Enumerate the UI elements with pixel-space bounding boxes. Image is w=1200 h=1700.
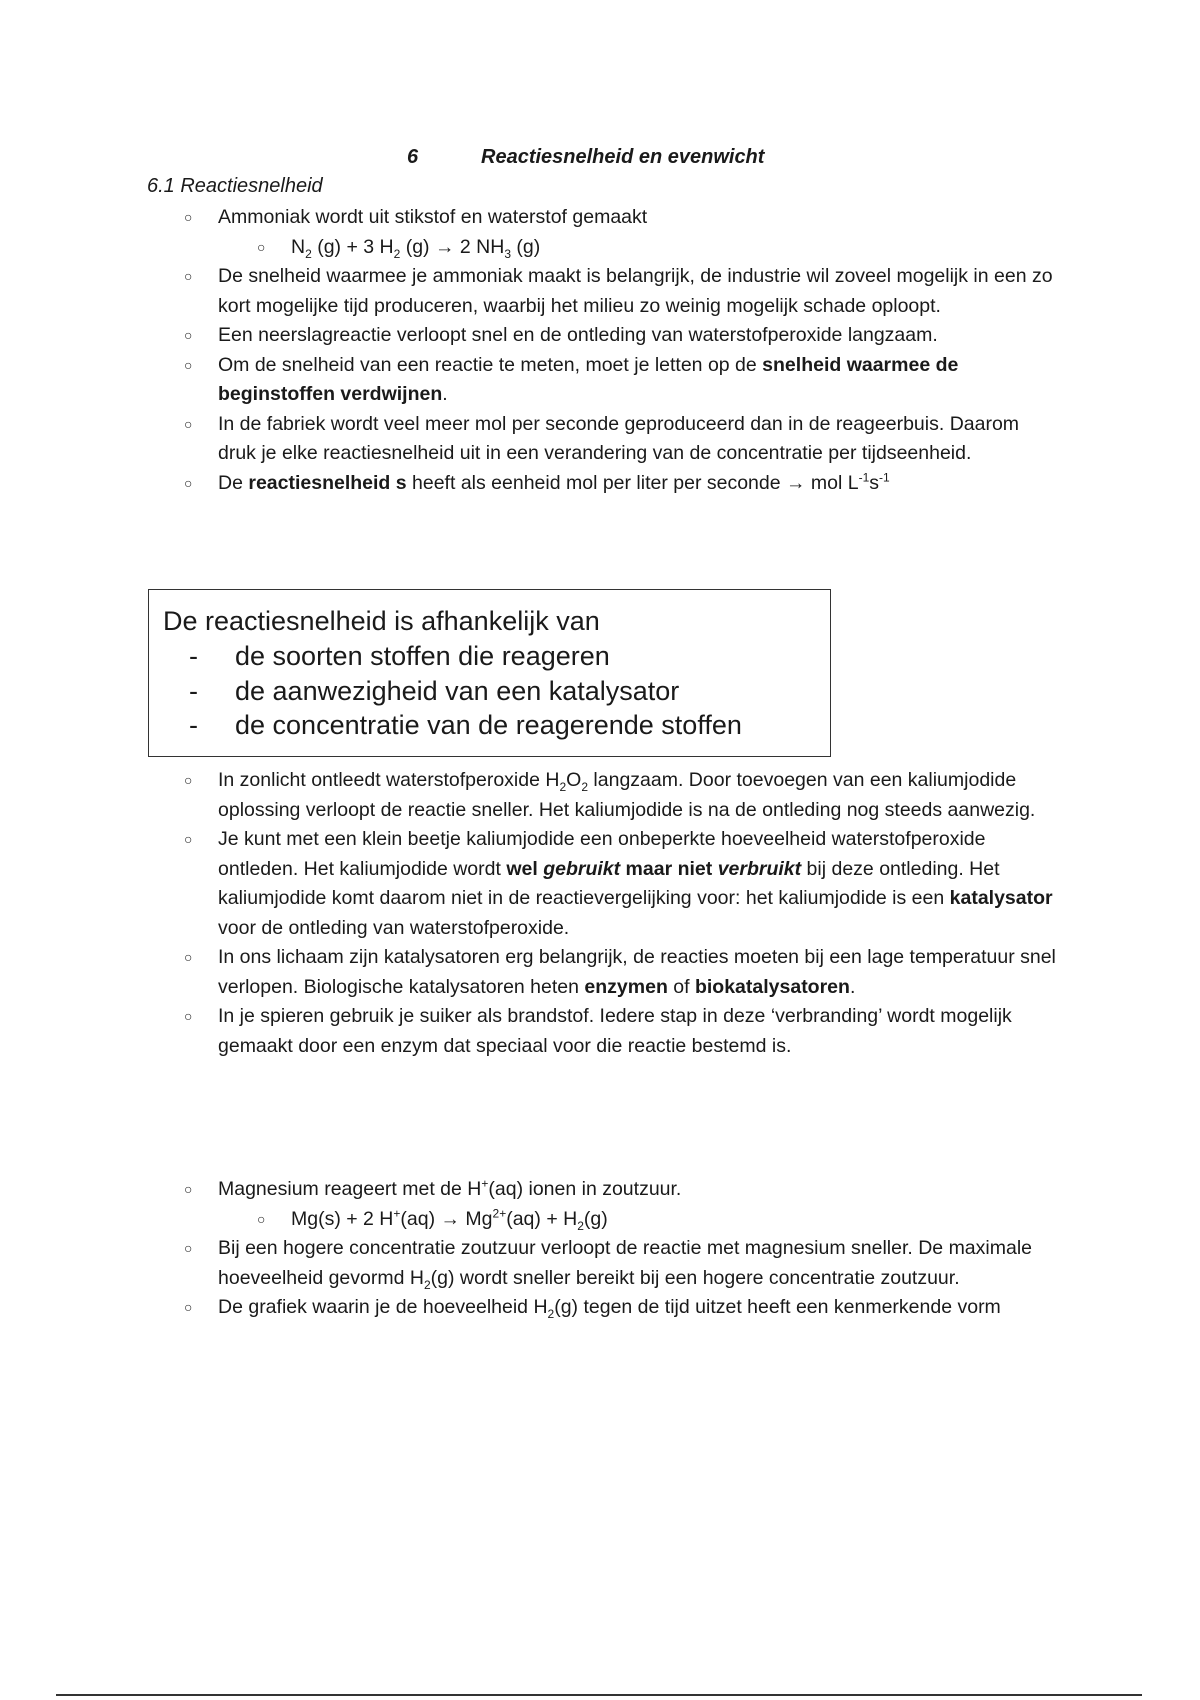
eq-text: Mg(s) + 2 H	[291, 1207, 394, 1230]
list-item-text: Om de snelheid van een reactie te meten, moet je letten op de	[218, 353, 763, 376]
unit-superscript: -1	[879, 470, 890, 484]
formula-sub: 2	[559, 779, 567, 794]
eq-sub: 2	[393, 246, 401, 261]
list-item	[0, 1234, 1200, 1293]
list-item-text: (aq) ionen in zoutzuur.	[488, 1178, 682, 1200]
list-item-text: Je kunt met een klein beetje kaliumjodide een onbeperkte hoeveelheid waterstofperoxide ontleden. Het kaliumjodide wordt	[218, 828, 986, 880]
list-item	[0, 1175, 1200, 1205]
bold-term: reactiesnelheid s	[248, 471, 407, 494]
bullet-icon: ○	[257, 1210, 266, 1227]
bullet-icon: ○	[184, 772, 193, 788]
equation-magnesium	[0, 1205, 1200, 1235]
section-heading: 6.1 Reactiesnelheid	[147, 175, 323, 197]
list-item-text: In je spieren gebruik je suiker als brandstof. Iedere stap in deze ‘verbranding’ wordt mogelijk gemaakt door een enzym dat speciaal voor die reactie bestemd is.	[218, 1005, 1012, 1057]
eq-text: (aq) + H	[506, 1207, 578, 1230]
unit-superscript: -1	[858, 470, 870, 484]
factors-box	[148, 589, 831, 757]
list-item	[0, 321, 1200, 351]
bullet-icon: ○	[184, 1181, 193, 1197]
list-item-text: O	[566, 769, 582, 791]
list-item	[0, 351, 1200, 410]
bold-term: biokatalysatoren	[694, 975, 850, 998]
footer-rule	[56, 1694, 1142, 1696]
factors-box-item-text: de aanwezigheid van een katalysator	[235, 676, 680, 706]
factors-box-heading: De reactiesnelheid is afhankelijk van	[163, 606, 600, 636]
bullet-list-catalysts	[0, 766, 1200, 1061]
dash-icon: -	[189, 676, 198, 706]
charge-superscript: +	[393, 1206, 401, 1220]
list-item-text: Bij een hogere concentratie zoutzuur verloopt de reactie met magnesium sneller. De maximale hoeveelheid gevormd H	[218, 1237, 1033, 1289]
list-item-text: In de fabriek wordt veel meer mol per seconde geproduceerd dan in de reageerbuis. Daarom druk je elke reactiesnelheid uit in een verandering van de concentratie per tijdseenheid.	[218, 412, 1020, 464]
list-item	[0, 943, 1200, 1002]
list-item	[0, 1002, 1200, 1061]
eq-text: (g) + 3 H	[311, 235, 394, 258]
bullet-icon: ○	[184, 268, 193, 284]
list-item-text: Ammoniak wordt uit stikstof en waterstof gemaakt	[218, 206, 648, 228]
eq-text: N	[291, 235, 306, 258]
bullet-icon: ○	[184, 1240, 193, 1256]
eq-sub: 2	[305, 246, 312, 261]
bullet-icon: ○	[184, 1299, 193, 1315]
list-item	[0, 203, 1200, 233]
bold-term: enzymen	[584, 975, 668, 998]
dash-icon: -	[189, 710, 198, 740]
list-item-text: Een neerslagreactie verloopt snel en de ontleding van waterstofperoxide langzaam.	[218, 324, 938, 346]
list-item-text: De grafiek waarin je de hoeveelheid H	[218, 1296, 548, 1318]
charge-superscript: +	[481, 1176, 489, 1191]
list-item-text: De snelheid waarmee je ammoniak maakt is belangrijk, de industrie wil zoveel mogelijk in een zo kort mogelijke tijd produceren, waarbij het milieu zo weinig mogelijk schade oploopt.	[218, 265, 1053, 317]
list-item-text: of	[667, 975, 695, 998]
formula-sub: 2	[577, 1218, 584, 1233]
list-item	[0, 410, 1200, 469]
bullet-list-magnesium	[0, 1175, 1200, 1323]
list-item-text: s	[869, 471, 880, 494]
bullet-icon: ○	[184, 831, 193, 847]
formula-sub: 2	[581, 779, 588, 794]
list-item-text: .	[849, 975, 856, 998]
chapter-number: 6	[407, 146, 419, 168]
bullet-icon: ○	[184, 327, 193, 343]
bullet-list-intro	[0, 203, 1200, 498]
list-item-text: De	[218, 471, 249, 494]
eq-text: (g)	[511, 235, 541, 258]
list-item-text: bij deze ontleding. Het kaliumjodide komt daarom niet in de reactievergelijking voor: het kaliumjodide is een	[218, 857, 1000, 909]
charge-superscript: 2+	[492, 1206, 507, 1220]
list-item	[0, 262, 1200, 321]
bullet-icon: ○	[184, 356, 193, 373]
list-item	[0, 469, 1200, 499]
bold-term: katalysator	[949, 887, 1053, 909]
bold-term: maar niet	[620, 857, 718, 880]
bullet-icon: ○	[184, 209, 193, 225]
list-item	[0, 1293, 1200, 1323]
eq-text: (g)	[583, 1207, 608, 1230]
list-item-text: langzaam. Door toevoegen van een kaliumjodide oplossing verloopt de reactie sneller. Het kaliumjodide is na de ontleding nog steeds aanwezig.	[218, 769, 1036, 821]
bullet-icon: ○	[184, 949, 193, 965]
list-item	[0, 825, 1200, 943]
eq-text: (g) → 2 NH	[400, 235, 505, 258]
factors-box-item-text: de soorten stoffen die reageren	[235, 641, 610, 671]
list-item-text: heeft als eenheid mol per liter per seconde → mol L	[406, 471, 859, 494]
eq-text: (aq) → Mg	[400, 1207, 493, 1230]
list-item-text: (g) tegen de tijd uitzet heeft een kenmerkende vorm	[554, 1296, 1001, 1318]
list-item-text: (g) wordt sneller bereikt bij een hogere concentratie zoutzuur.	[430, 1266, 960, 1289]
dash-icon: -	[189, 641, 198, 671]
bold-term: wel	[506, 857, 544, 880]
formula-sub: 2	[547, 1306, 555, 1321]
list-item-text: voor de ontleding van waterstofperoxide.	[218, 916, 570, 939]
eq-sub: 3	[504, 246, 511, 261]
list-item	[0, 766, 1200, 825]
list-item-text: .	[442, 383, 448, 405]
bullet-icon: ○	[184, 474, 193, 491]
list-item-text: In zonlicht ontleedt waterstofperoxide H	[218, 769, 560, 791]
bold-term: snelheid waarmee de beginstoffen verdwijnen	[218, 353, 959, 405]
factors-box-item-text: de concentratie van de reagerende stoffen	[235, 710, 742, 740]
bullet-icon: ○	[184, 1008, 193, 1024]
bullet-icon: ○	[184, 415, 193, 432]
list-item-text: In ons lichaam zijn katalysatoren erg belangrijk, de reacties moeten bij een lage temperatuur snel verlopen. Biologische katalysatoren heten	[218, 946, 1056, 998]
list-item-text: Magnesium reageert met de H	[218, 1178, 482, 1200]
bold-italic-term: verbruikt	[717, 857, 802, 880]
formula-sub: 2	[423, 1277, 431, 1292]
bold-italic-term: gebruikt	[543, 857, 621, 880]
bullet-icon: ○	[257, 238, 266, 255]
equation-ammonia	[0, 233, 1200, 263]
chapter-name: Reactiesnelheid en evenwicht	[481, 146, 765, 168]
